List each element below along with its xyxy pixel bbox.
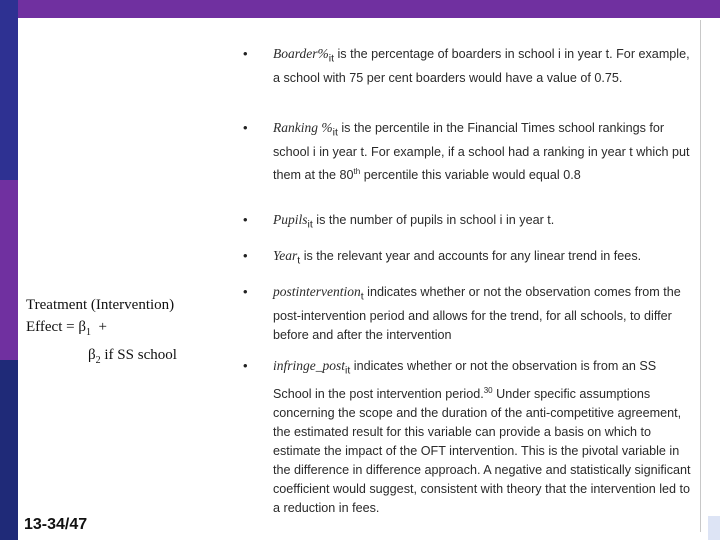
bullet-text: Year$_t$ is the relevant year and accounts for any linear trend in fees. xyxy=(273,248,642,267)
bullet-marker: • xyxy=(243,46,248,61)
bullet-text: $Boarder\%_{it}$ is the percentage of boarders in school i in year t. For example, a school with 75 per cent boarders would have a value of 0.75. xyxy=(273,46,690,85)
bullet-text: Ranking $\%_{it}$ is the percentile in the Financial Times school rankings for school i in year t. For example, if a school had a ranking in year t which put them at the 80th percentile this variable would equal 0.8 xyxy=(273,120,690,182)
treatment-line-2: Effect = $\beta_1$ + xyxy=(26,319,107,338)
treatment-line-3: $\beta_2$ if SS school xyxy=(88,347,177,366)
top-accent-bar xyxy=(0,0,720,18)
bullet-text: postintervention$_t$ indicates whether or not the observation comes from the post-intervention period and allows for the trend, for all schools, to differ before and after the intervention xyxy=(273,284,681,342)
bullet-marker: • xyxy=(243,212,248,227)
bullet-marker: • xyxy=(243,284,248,299)
bullet-text: Pupils$_{it}$ is the number of pupils in school i in year t. xyxy=(273,212,555,231)
treatment-effect-text xyxy=(26,294,236,372)
document-excerpt xyxy=(238,20,701,532)
left-accent-bar xyxy=(0,0,18,540)
corner-accent xyxy=(708,516,720,540)
bullet-marker: • xyxy=(243,248,248,263)
treatment-line-1: Treatment (Intervention) xyxy=(26,297,175,313)
bullet-marker: • xyxy=(243,358,248,373)
bullet-marker: • xyxy=(243,120,248,135)
slide-number: 13-34/47 xyxy=(24,516,88,533)
bullet-text: infringe_post$_{it}$ indicates whether or not the observation is from an SS School in the post intervention period.$^{30}$ Under specific assumptions concerning the scope and the duration of the anti-competitive agreement, the estimated result for this variable can provide a basis on which to estimate the impact of the OFT intervention. This is the pivotal variable in the difference in difference approach. A negative and statistically significant coefficient would suggest, consistent with theory that the intervention led to a reduction in fees. xyxy=(273,358,691,515)
left-accent-segment xyxy=(0,180,18,360)
left-accent-segment xyxy=(0,360,18,540)
